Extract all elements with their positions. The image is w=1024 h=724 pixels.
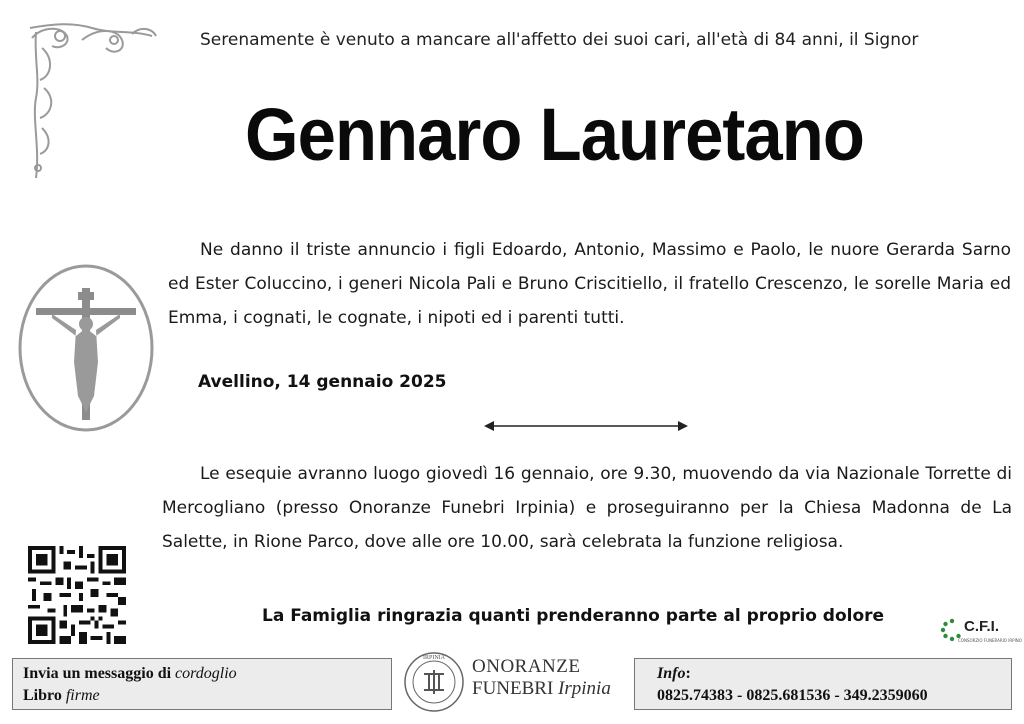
place-date: Avellino, 14 gennaio 2025	[198, 372, 447, 392]
condolence-box[interactable]	[12, 658, 392, 710]
cfi-label: C.F.I.	[964, 618, 1000, 635]
qr-code-icon[interactable]	[28, 546, 126, 644]
crucifix-icon	[16, 262, 156, 434]
funeral-home-logo-icon	[402, 650, 466, 714]
guestbook-link[interactable]: Libro firme	[23, 687, 100, 704]
funeral-home-brand	[402, 650, 632, 716]
double-arrow-divider-icon	[482, 418, 690, 434]
brand-line-2: FUNEBRI Irpinia	[472, 678, 611, 699]
condolence-link[interactable]: Invia un messaggio di cordoglio	[23, 665, 237, 682]
info-label: Info:	[657, 665, 691, 682]
ornamental-corner-icon	[22, 18, 162, 188]
deceased-name: Gennaro Lauretano	[245, 93, 864, 176]
thanks-text: La Famiglia ringrazia quanti prenderanno parte al proprio dolore	[262, 606, 885, 626]
phone-numbers[interactable]: 0825.74383 - 0825.681536 - 349.2359060	[657, 687, 928, 704]
info-box	[634, 658, 1012, 710]
brand-line-1: ONORANZE	[472, 656, 581, 677]
svg-text:IRPINIA: IRPINIA	[423, 655, 445, 661]
cfi-subtitle: CONSORZIO FUNERARIO IRPINO	[958, 638, 1022, 643]
funeral-paragraph: Le esequie avranno luogo giovedì 16 gennaio, ore 9.30, muovendo da via Nazionale Torrette di Mercogliano (presso Onoranze Funebri Irpinia) e proseguiranno per la Chiesa Madonna de La Salette, in Rione Parco, dove alle ore 10.00, sarà celebrata la funzione religiosa.	[162, 464, 1012, 552]
intro-text: Serenamente è venuto a mancare all'affetto dei suoi cari, all'età di 84 anni, il Signor	[200, 30, 919, 50]
cfi-logo	[940, 618, 1022, 650]
announcement-paragraph: Ne danno il triste annuncio i figli Edoardo, Antonio, Massimo e Paolo, le nuore Gerarda Sarno ed Ester Coluccino, i generi Nicola Pali e Bruno Criscitiello, il fratello Crescenzo, le sorelle Maria ed Emma, i cognati, le cognate, i nipoti ed i parenti tutti.	[168, 240, 1011, 328]
